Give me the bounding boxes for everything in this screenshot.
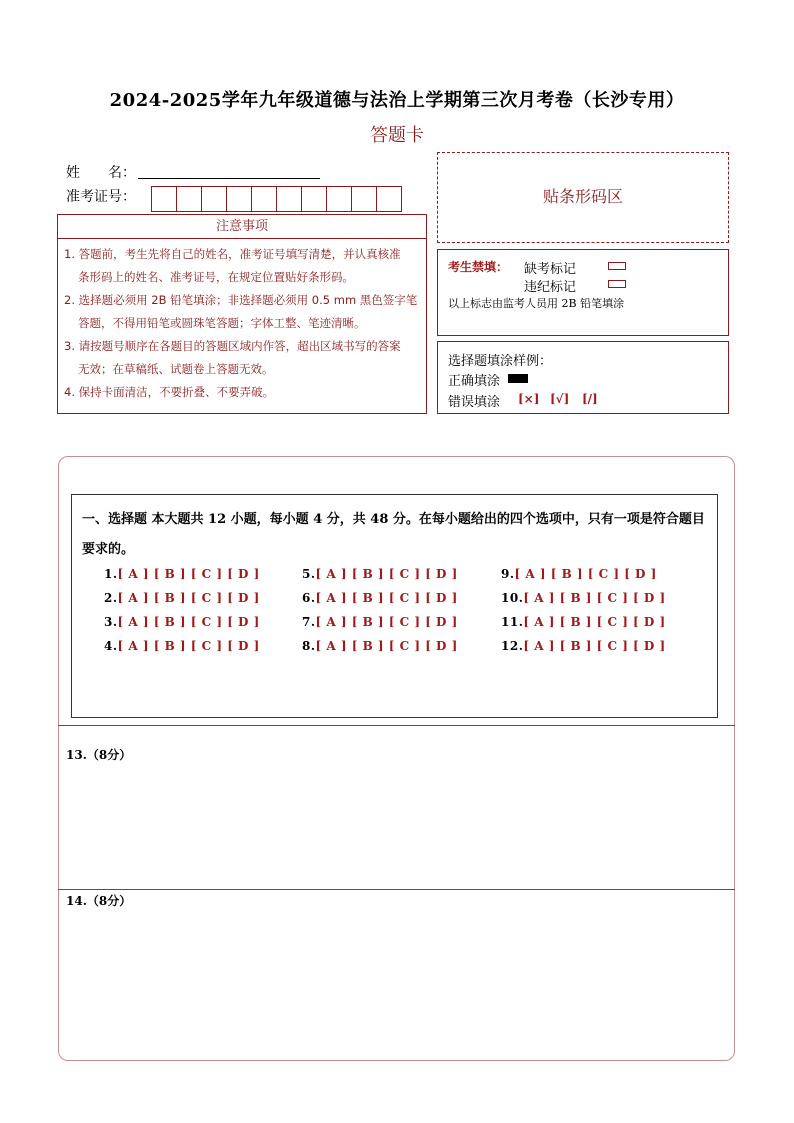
wrong-mark-2: [√] [550,392,570,406]
id-label: 准考证号： [66,189,136,205]
page-subtitle: 答题卡 [370,125,424,146]
exam-mark-note: 以上标志由监考人员用 2B 铅笔填涂 [448,297,625,310]
id-box[interactable] [301,186,327,212]
question-number: 12. [501,639,524,653]
q13-label: 13.（8分） [66,748,132,762]
mc-question[interactable] [104,615,260,629]
correct-label: 正确填涂 [448,374,501,389]
notice-title: 注意事项 [58,215,426,239]
id-box[interactable] [351,186,377,212]
question-options[interactable]: [ A ] [ B ] [ C ] [ D ] [315,591,458,605]
barcode-area: 贴条形码区 [437,152,729,243]
sample-title: 选择题填涂样例： [448,354,553,369]
violation-mark-box[interactable] [608,280,626,288]
question-options[interactable]: [ A ] [ B ] [ C ] [ D ] [315,615,458,629]
question-number: 3. [104,615,118,629]
id-box[interactable] [201,186,227,212]
mc-question[interactable] [104,567,260,581]
notice-line: 4. 保持卡面清洁，不要折叠、不要弄破。 [64,385,275,399]
mc-heading: 一、选择题 本大题共 12 小题，每小题 4 分，共 48 分。在每小题给出的四个选项中，只有一项是符合题目要求的。 [82,512,705,557]
wrong-mark-3: [/] [582,392,598,406]
notice-item [64,289,422,335]
page-title: 2024-2025学年九年级道德与法治上学期第三次月考卷（长沙专用） [109,90,685,111]
question-options[interactable]: [ A ] [ B ] [ C ] [ D ] [523,615,666,629]
question-number: 6. [302,591,316,605]
mc-question[interactable] [501,591,666,605]
notice-line: 条形码上的姓名、准考证号，在规定位置贴好条形码。 [78,270,354,284]
id-box[interactable] [176,186,202,212]
mc-question[interactable] [302,591,458,605]
q14-answer-area[interactable] [66,914,726,1054]
id-box[interactable] [276,186,302,212]
mc-question[interactable] [501,639,666,653]
notice-panel [57,214,427,414]
violation-label: 违纪标记 [524,280,577,295]
id-box[interactable] [226,186,252,212]
q13-answer-area[interactable] [66,768,726,886]
absent-mark-box[interactable] [608,262,626,270]
question-number: 10. [501,591,524,605]
question-number: 4. [104,639,118,653]
wrong-mark-1: [×] [518,392,540,406]
mc-question[interactable] [104,639,260,653]
q14-label: 14.（8分） [66,894,132,908]
question-options[interactable]: [ A ] [ B ] [ C ] [ D ] [117,591,260,605]
notice-item [64,243,422,289]
notice-line: 无效；在草稿纸、试题卷上答题无效。 [78,362,274,376]
exam-mark-title: 考生禁填： [448,260,509,274]
question-options[interactable]: [ A ] [ B ] [ C ] [ D ] [514,567,657,581]
id-box[interactable] [251,186,277,212]
question-number: 9. [501,567,515,581]
question-options[interactable]: [ A ] [ B ] [ C ] [ D ] [523,591,666,605]
question-number: 2. [104,591,118,605]
id-box[interactable] [326,186,352,212]
notice-line: 1. 答题前，考生先将自己的姓名，准考证号填写清楚，并认真核准 [64,247,401,261]
notice-line: 答题，不得用铅笔或圆珠笔答题；字体工整、笔迹清晰。 [78,316,366,330]
question-options[interactable]: [ A ] [ B ] [ C ] [ D ] [117,567,260,581]
mc-section [71,494,718,718]
section-divider [58,725,735,726]
question-options[interactable]: [ A ] [ B ] [ C ] [ D ] [523,639,666,653]
sample-panel [437,341,729,414]
id-box[interactable] [376,186,402,212]
wrong-label: 错误填涂 [448,395,501,410]
question-options[interactable]: [ A ] [ B ] [ C ] [ D ] [315,567,458,581]
mc-question[interactable] [501,615,666,629]
id-boxes [151,186,401,212]
name-field[interactable] [138,178,320,179]
question-options[interactable]: [ A ] [ B ] [ C ] [ D ] [117,639,260,653]
question-number: 5. [302,567,316,581]
question-number: 1. [104,567,118,581]
notice-item [64,381,422,404]
mc-question[interactable] [302,615,458,629]
question-number: 11. [501,615,524,629]
notice-item [64,335,422,381]
question-options[interactable]: [ A ] [ B ] [ C ] [ D ] [117,615,260,629]
id-box[interactable] [151,186,177,212]
name-label: 姓 名： [66,165,136,181]
section-divider [58,889,735,890]
mc-question[interactable] [104,591,260,605]
mc-question[interactable] [302,567,458,581]
notice-line: 2. 选择题必须用 2B 铅笔填涂；非选择题必须用 0.5 mm 黑色签字笔 [64,293,418,307]
question-number: 7. [302,615,316,629]
mc-question[interactable] [501,567,657,581]
notice-line: 3. 请按题号顺序在各题目的答题区域内作答，超出区域书写的答案 [64,339,401,353]
correct-fill-sample [508,374,528,383]
exam-mark-panel [437,249,729,336]
question-options[interactable]: [ A ] [ B ] [ C ] [ D ] [315,639,458,653]
mc-question[interactable] [302,639,458,653]
absent-label: 缺考标记 [524,262,577,277]
question-number: 8. [302,639,316,653]
